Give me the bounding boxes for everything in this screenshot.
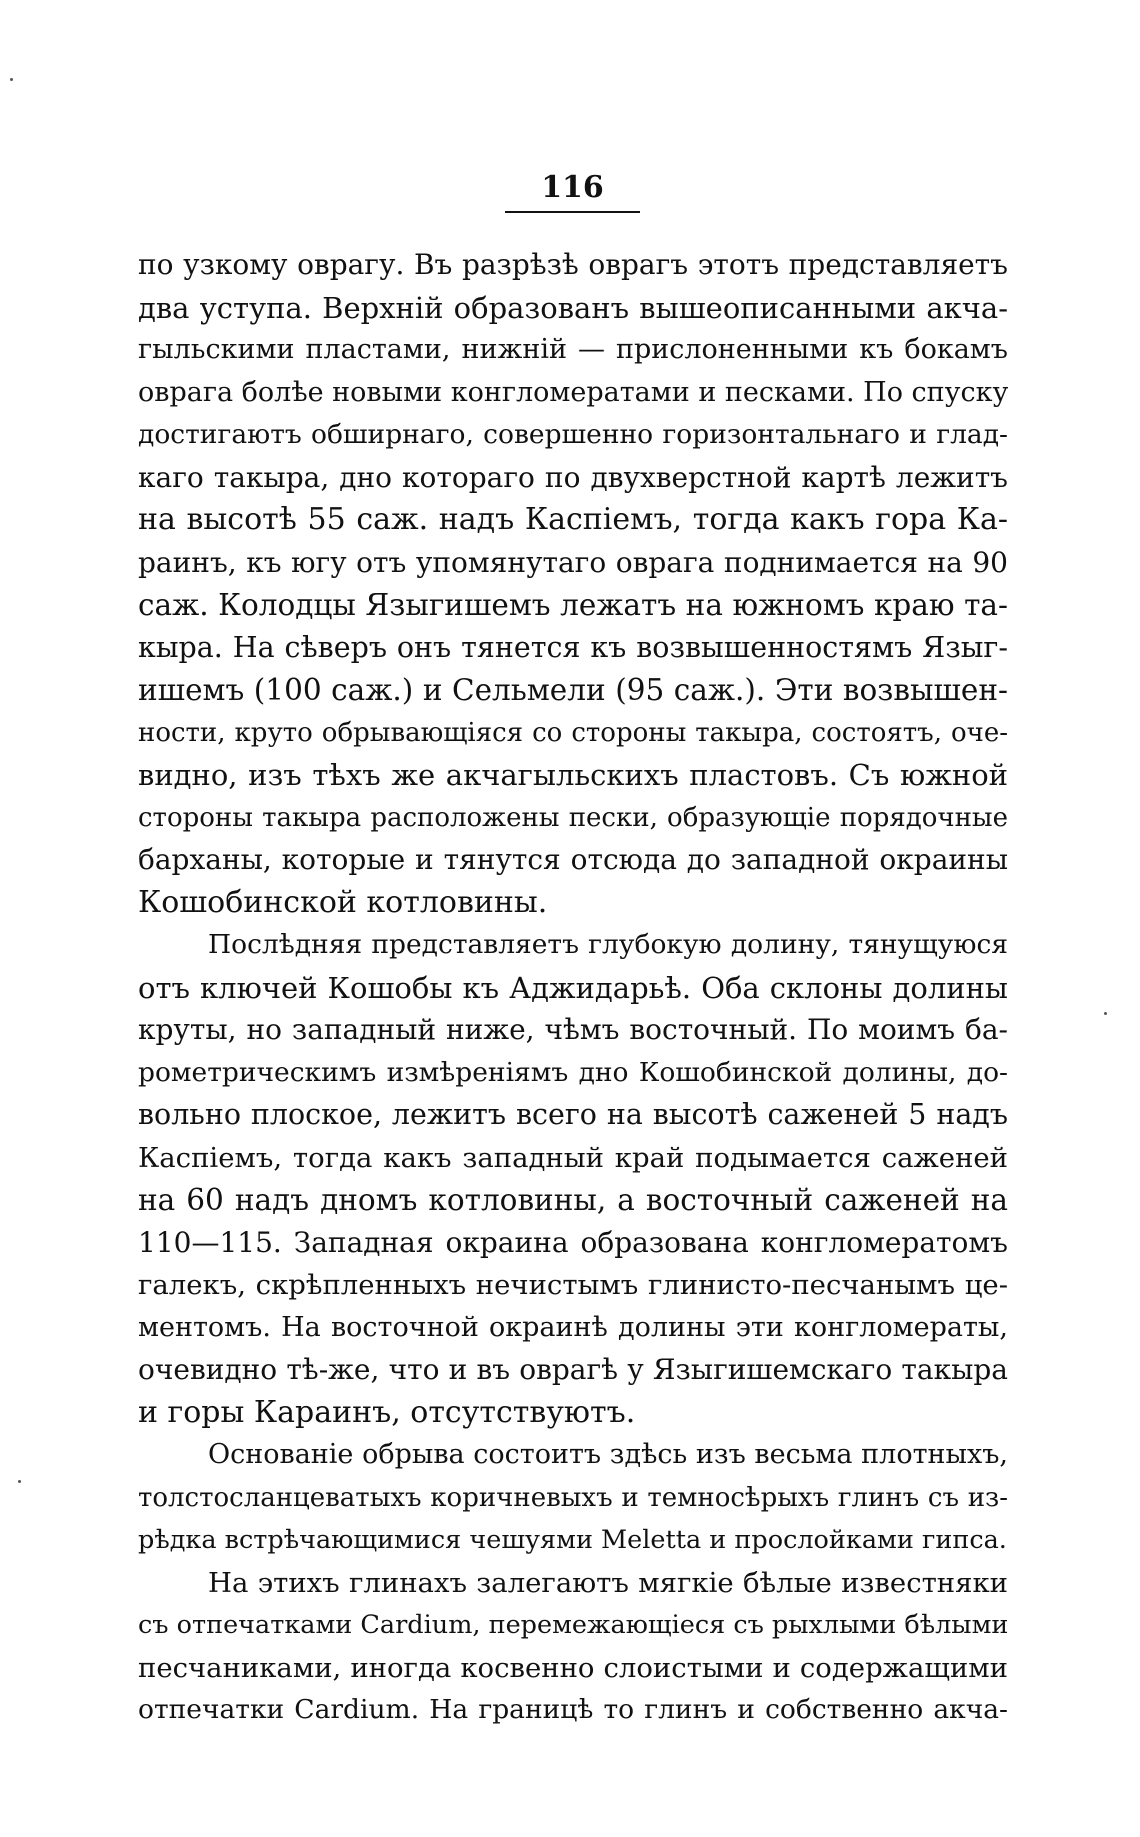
text-line: отъ ключей Кошобы къ Аджидарьѣ. Оба склоны долины [138, 970, 1008, 1005]
text-line: рометрическимъ измѣреніямъ дно Кошобинской долины, до- [138, 1056, 1008, 1088]
text-line: рѣдка встрѣчающимися чешуями Meletta и прослойками гипса. [138, 1525, 1007, 1555]
text-line: Кошобинской котловины. [138, 884, 548, 920]
scan-speck [10, 78, 13, 81]
paragraph-4 [138, 1562, 1008, 1732]
text-line: два уступа. Верхній образованъ вышеописанными акча- [138, 290, 1008, 325]
text-line: саж. Колодцы Языгишемъ лежатъ на южномъ краю та- [138, 588, 1008, 622]
text-line: на высотѣ 55 саж. надъ Каспіемъ, тогда какъ гора Ка- [138, 502, 1008, 537]
text-line: раинъ, къ югу отъ упомянутаго оврага поднимается на 90 [138, 545, 1008, 579]
text-line: и горы Караинъ, отсутствуютъ. [138, 1394, 636, 1430]
text-line: песчаниками, иногда косвенно слоистыми и содержащими [138, 1651, 1008, 1684]
page-number: 116 [541, 170, 604, 205]
page-number-rule [505, 211, 640, 213]
body-text [138, 244, 1008, 1732]
text-line: съ отпечатками Cardium, перемежающіеся съ рыхлыми бѣлыми [138, 1610, 1008, 1640]
text-line: оврага болѣе новыми конгломератами и песками. По спуску [138, 376, 1008, 408]
text-line: На этихъ глинахъ залегаютъ мягкіе бѣлые известняки [208, 1566, 1008, 1599]
text-line: ности, круто обрывающіяся со стороны такыра, состоятъ, оче- [138, 717, 1008, 748]
text-line: круты, но западный ниже, чѣмъ восточный. По моимъ ба- [138, 1013, 1008, 1046]
text-line: толстосланцеватыхъ коричневыхъ и темносѣрыхъ глинъ съ из- [138, 1482, 1008, 1513]
text-line: по узкому оврагу. Въ разрѣзѣ оврагъ этотъ представляетъ [138, 248, 1008, 281]
scan-speck [18, 1480, 21, 1483]
text-line: ишемъ (100 саж.) и Сельмели (95 саж.). Эти возвышен- [138, 673, 1008, 707]
text-line: барханы, которые и тянутся отсюда до западной окраины [138, 843, 1008, 876]
text-line: очевидно тѣ-же, что и въ оврагѣ у Языгишемскаго такыра [138, 1353, 1008, 1386]
text-line: гыльскими пластами, нижній — прислоненными къ бокамъ [138, 334, 1008, 365]
text-line: Послѣдняя представляетъ глубокую долину, тянущуюся [208, 929, 1008, 960]
text-line: галекъ, скрѣпленныхъ нечистымъ глинисто-песчанымъ це- [138, 1269, 1008, 1301]
scan-speck [1104, 1012, 1107, 1015]
text-line: Основаніе обрыва состоитъ здѣсь изъ весьма плотныхъ, [208, 1439, 1008, 1470]
text-line: достигаютъ обширнаго, совершенно горизонтальнаго и глад- [138, 419, 1008, 450]
text-line: каго такыра, дно котораго по двухверстной картѣ лежитъ [138, 460, 1008, 494]
text-line: кыра. На сѣверъ онъ тянется къ возвышенностямъ Языг- [138, 630, 1008, 664]
text-line: на 60 надъ дномъ котловины, а восточный саженей на [138, 1183, 1008, 1217]
text-line: ментомъ. На восточной окраинѣ долины эти конгломераты, [138, 1311, 1008, 1343]
text-line: видно, изъ тѣхъ же акчагыльскихъ пластовъ. Съ южной [138, 758, 1008, 792]
text-line: 110—115. Западная окраина образована конгломератомъ [138, 1225, 1008, 1259]
paragraph-2 [138, 924, 1008, 1434]
paragraph-1 [138, 244, 1008, 924]
text-line: стороны такыра расположены пески, образующіе порядочные [138, 802, 1008, 833]
text-line: Каспіемъ, тогда какъ западный край подымается саженей [138, 1141, 1008, 1174]
text-line: отпечатки Cardium. На границѣ то глинъ и собственно акча- [138, 1694, 1008, 1725]
paragraph-3 [138, 1434, 1008, 1562]
text-line: вольно плоское, лежитъ всего на высотѣ саженей 5 надъ [138, 1098, 1008, 1131]
